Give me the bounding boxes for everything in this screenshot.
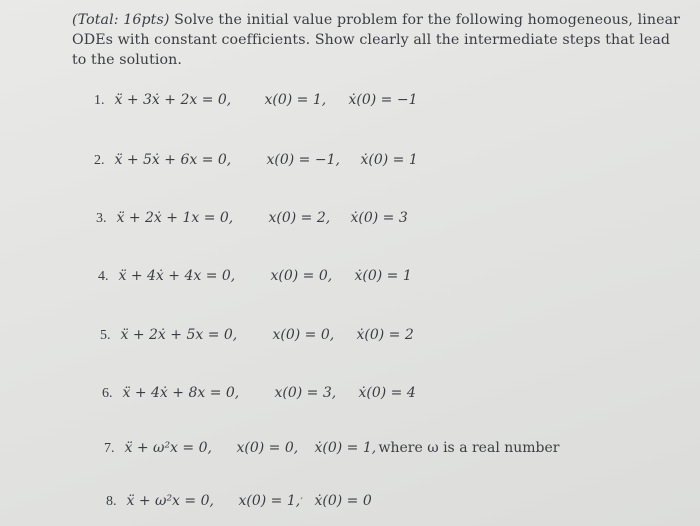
initial-condition-velocity: ẋ(0) = 3 (350, 210, 408, 226)
initial-condition-position: x(0) = 0, (272, 327, 335, 343)
initial-condition-position: x(0) = 0, (236, 440, 299, 456)
instructions-text: Solve the initial value problem for the following homogeneous, linear ODEs with constant coefficients. Show clearly all the intermediate steps that lead to the solution. (72, 12, 681, 68)
initial-condition-position: x(0) = 1, (238, 493, 301, 509)
initial-condition-velocity: ẋ(0) = 1 (360, 152, 418, 168)
problem-number: 2. (94, 153, 105, 168)
initial-condition-velocity: ẋ(0) = −1 (348, 92, 418, 108)
initial-condition-velocity: ẋ(0) = 1 (354, 268, 412, 284)
problem-number: 4. (98, 269, 109, 284)
problem-equation: ẍ + 2ẋ + 1x = 0, (116, 210, 234, 226)
initial-condition-position: x(0) = 3, (274, 385, 337, 401)
problem-number: 7. (104, 441, 115, 456)
problem-1 (94, 92, 418, 109)
initial-condition-velocity: ẋ(0) = 4 (358, 385, 416, 401)
problem-equation: ẍ + 3ẋ + 2x = 0, (114, 92, 232, 108)
problem-6 (102, 385, 416, 402)
stray-pen-mark: ′ (300, 497, 303, 508)
problem-number: 8. (106, 494, 117, 509)
instructions-paragraph (72, 10, 682, 70)
problem-number: 6. (102, 386, 113, 401)
problem-equation: ẍ + 4ẋ + 4x = 0, (118, 268, 236, 284)
initial-condition-position: x(0) = −1, (266, 152, 340, 168)
initial-condition-position: x(0) = 1, (264, 92, 327, 108)
points-label: (Total: 16pts) (72, 12, 170, 28)
problem-2 (94, 152, 418, 169)
problem-5 (100, 327, 414, 344)
problem-4 (98, 268, 412, 285)
initial-condition-velocity: ẋ(0) = 0 (314, 493, 372, 509)
problem-equation: ẍ + 2ẋ + 5x = 0, (120, 327, 238, 343)
problem-number: 5. (100, 328, 111, 343)
initial-condition-velocity: ẋ(0) = 2 (356, 327, 414, 343)
initial-condition-velocity: ẋ(0) = 1, (314, 440, 377, 456)
problem-equation: ẍ + ω²x = 0, (126, 493, 214, 509)
initial-condition-position: x(0) = 2, (268, 210, 331, 226)
initial-condition-position: x(0) = 0, (270, 268, 333, 284)
problem-3 (96, 210, 408, 227)
problem-7 (104, 440, 560, 457)
problem-note: where ω is a real number (378, 440, 560, 456)
problem-equation: ẍ + 4ẋ + 8x = 0, (122, 385, 240, 401)
problem-number: 1. (94, 93, 105, 108)
problem-equation: ẍ + 5ẋ + 6x = 0, (114, 152, 232, 168)
problem-number: 3. (96, 211, 107, 226)
problem-equation: ẍ + ω²x = 0, (124, 440, 212, 456)
problem-8 (106, 493, 372, 510)
